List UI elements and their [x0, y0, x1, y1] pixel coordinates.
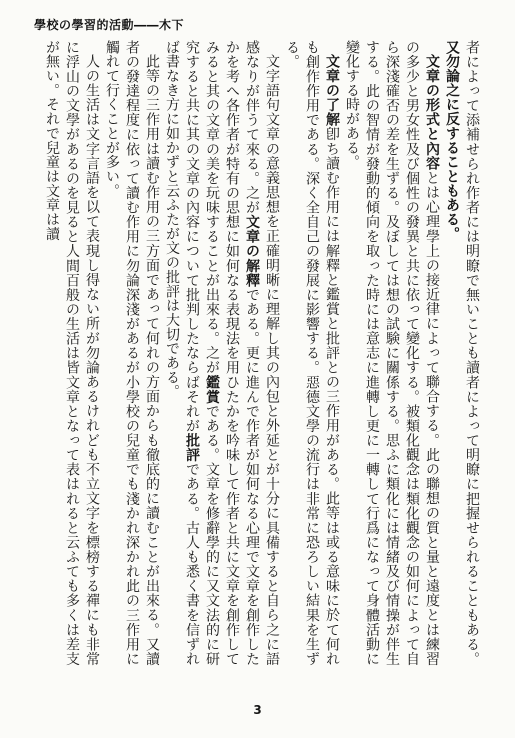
page-number: 3 [253, 703, 262, 717]
paragraph [342, 40, 442, 666]
paragraph [162, 40, 282, 666]
bold-term: 又勿論之に反することもある。 [444, 40, 460, 241]
paragraph [442, 40, 482, 666]
running-header: 學校の學習的活動――木下 [34, 18, 185, 32]
text-run: 卽ち讀む作用には解釋と鑑賞と批評との三作用がある。此等は或る意味に於て何れも創作作用である。深く全自己の發展に影響する。惡德文學の流行は非常に恐ろしい結果を生ずる。 [284, 40, 340, 666]
bold-term: 文章の解釋 [244, 214, 260, 288]
paragraph [42, 40, 102, 666]
text-run: である。更に進んで作者が如何なる心理で文章を創作したかを考へ各作者が特有の思想に如何なる表現法を用ひたかを吟味して作者と共に文章を創作してみると其の文章の美を玩味することが出來る。之が [204, 40, 260, 666]
bold-term: 文章の了解 [324, 54, 340, 127]
body-text [38, 40, 482, 666]
paragraph [282, 40, 342, 666]
bold-term: 批評 [184, 433, 200, 463]
paragraph [102, 40, 162, 666]
bold-term: 鑑賞 [204, 374, 220, 405]
bold-term: 文章の形式と內容 [424, 54, 440, 171]
text-run: 此等の三作用は讀む作用の三方面であって何れの方面からも徹底的に讀むことが出來る。又讀者の發達程度に依って讀む作用に勿論深淺があるが小學校の兒童でも淺かれ深かれ此の三作用に觸れて行くことが多い。 [104, 40, 160, 666]
text-run: とは心理學上の接近律によって聯合する。此の聯想の質と量と遠度とは練習の多少と男女性及び個性の發異と共に依って變化する。被類化觀念は類化觀念の如何によって自ら深淺確否の差を生ずる。及ぼしては想の試験に關係する。思ふに類化には情緒及び情操が伴生する。此の智情が發動的傾向を取った時には意志に進轉し更に一轉して行爲になって身體活動に變化する時がある。 [344, 40, 440, 666]
text-run: 文字語句文章の意義思想を正確明晰に理解し其の內包と外延とが十分に具備すると自ら之に語感なりが伴うて來る。之が [244, 40, 280, 666]
text-run: 人の生活は文字言語を以て表現し得ない所が勿論あるけれども不立文字を標榜する禪にも非常に浮山の文學があるのを見ると人間百般の生活は皆文章となって表はれると云ふても多くは差支が無い。それで兒童は文章は讀 [44, 40, 100, 666]
text-run: である。古人も悉く書を信ずれば書なき方に如かずと云ふたが文の批評は大切である。 [164, 40, 200, 666]
text-run: 者によって添補せられ作者には明瞭で無いことも讀者によって明瞭に把握せられることもある。 [464, 40, 480, 666]
text-run: である。文章を修辭學的に又文法的に研究すると共に其の文章の內容について批判したならばそれが [184, 40, 220, 666]
